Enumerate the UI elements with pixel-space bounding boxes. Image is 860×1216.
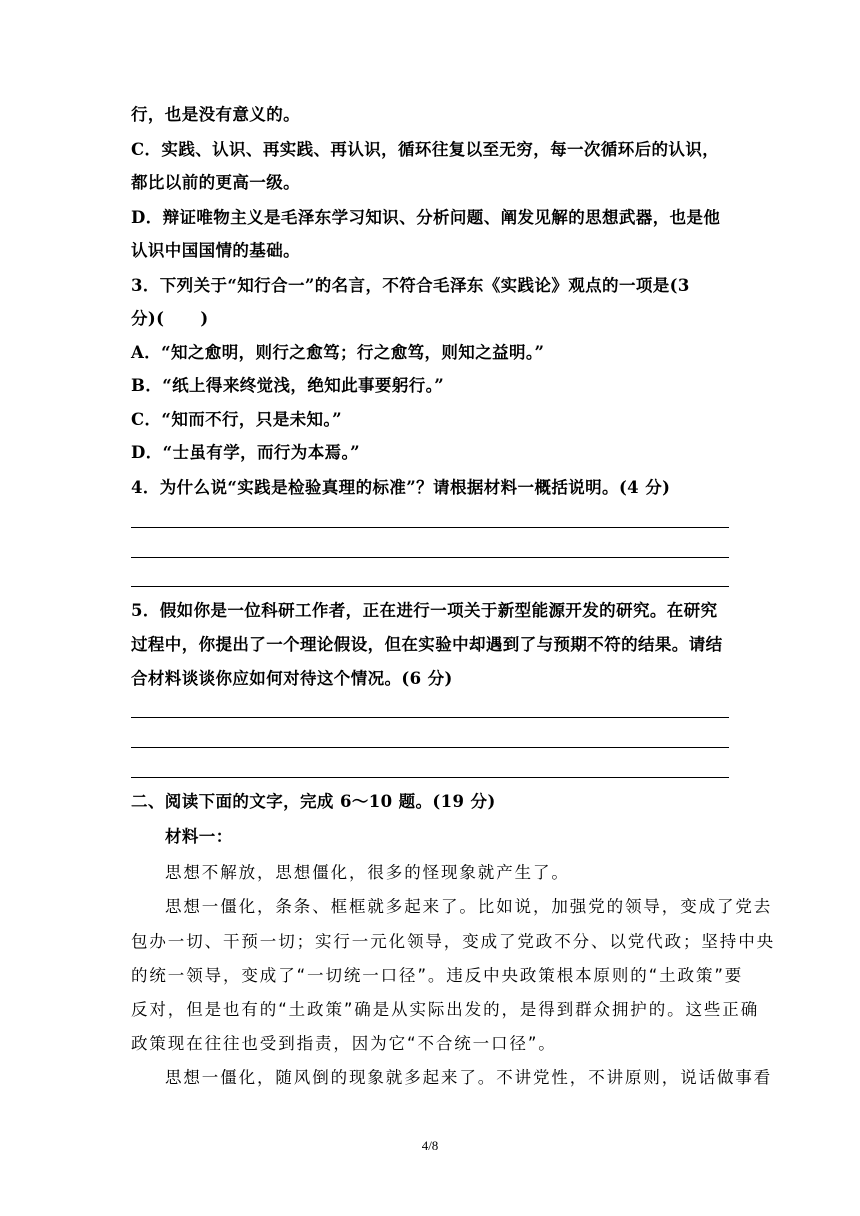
- q5-answer-line-1[interactable]: [131, 717, 729, 718]
- q5-answer-line-2[interactable]: [131, 747, 729, 748]
- q2-option-c-line-2: 都比以前的更高一级。: [131, 173, 300, 192]
- q2-previous-option-tail: 行，也是没有意义的。: [131, 105, 300, 124]
- material-1-paragraph-2-line-2: 包办一切、干预一切；实行一元化领导，变成了党政不分、以党代政；坚持中央: [131, 932, 775, 951]
- section-2-heading: 二、阅读下面的文字，完成 6～10 题。(19 分): [131, 792, 496, 811]
- q4-answer-line-3[interactable]: [131, 586, 729, 587]
- material-1-paragraph-2-line-3: 的统一领导，变成了“一切统一口径”。违反中央政策根本原则的“土政策”要: [131, 966, 744, 985]
- q2-option-c-line-1: C．实践、认识、再实践、再认识，循环往复以至无穷，每一次循环后的认识，: [131, 140, 720, 159]
- q5-stem-line-2: 过程中，你提出了一个理论假设，但在实验中却遇到了与预期不符的结果。请结: [131, 635, 723, 654]
- q4-stem: 4．为什么说“实践是检验真理的标准”？请根据材料一概括说明。(4 分): [131, 478, 671, 497]
- q3-stem-line-1: 3．下列关于“知行合一”的名言，不符合毛泽东《实践论》观点的一项是(3: [131, 276, 690, 295]
- q5-stem-line-1: 5．假如你是一位科研工作者，正在进行一项关于新型能源开发的研究。在研究: [131, 601, 718, 620]
- q4-answer-line-2[interactable]: [131, 557, 729, 558]
- q3-stem-close-paren: ): [200, 309, 209, 328]
- material-1-paragraph-1: 思想不解放，思想僵化，很多的怪现象就产生了。: [165, 863, 570, 882]
- q3-option-d: D．“士虽有学，而行为本焉。”: [131, 443, 361, 462]
- q3-stem-score: 分)(: [131, 309, 165, 328]
- q3-option-c: C．“知而不行，只是未知。”: [131, 410, 342, 429]
- material-1-label: 材料一：: [165, 827, 233, 846]
- q2-option-d-line-1: D．辩证唯物主义是毛泽东学习知识、分析问题、阐发见解的思想武器，也是他: [131, 208, 721, 227]
- material-1-paragraph-3-line-1: 思想一僵化，随风倒的现象就多起来了。不讲党性，不讲原则，说话做事看: [165, 1068, 773, 1087]
- page-number: 4/8: [421, 1138, 439, 1153]
- material-1-paragraph-2-line-5: 政策现在往往也受到指责，因为它“不合统一口径”。: [131, 1034, 557, 1053]
- q3-stem-line-2: [131, 308, 731, 330]
- material-1-paragraph-2-line-4: 反对，但是也有的“土政策”确是从实际出发的，是得到群众拥护的。这些正确: [131, 1000, 760, 1019]
- q4-answer-line-1[interactable]: [131, 527, 729, 528]
- material-1-paragraph-2-line-1: 思想一僵化，条条、框框就多起来了。比如说，加强党的领导，变成了党去: [165, 897, 773, 916]
- q2-option-d-line-2: 认识中国国情的基础。: [131, 241, 300, 260]
- q5-answer-line-3[interactable]: [131, 777, 729, 778]
- q5-stem-line-3: 合材料谈谈你应如何对待这个情况。(6 分): [131, 669, 453, 688]
- q3-option-b: B．“纸上得来终觉浅，绝知此事要躬行。”: [131, 376, 445, 395]
- q3-option-a: A．“知之愈明，则行之愈笃；行之愈笃，则知之益明。”: [131, 343, 545, 362]
